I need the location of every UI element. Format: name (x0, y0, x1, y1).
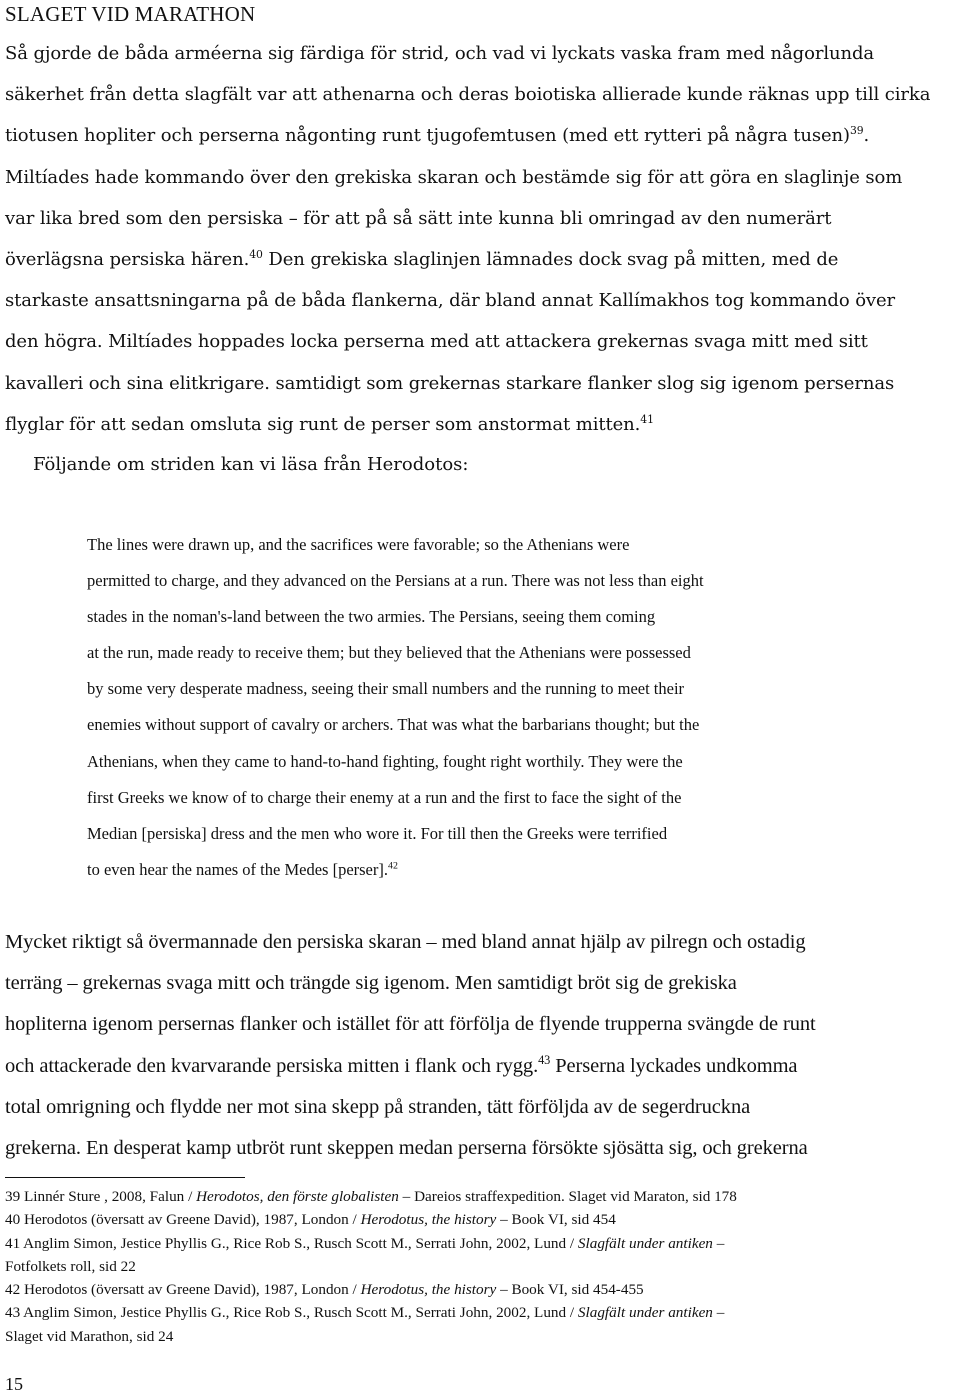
text-line (5, 239, 960, 280)
footnote-text: – (712, 1304, 725, 1322)
text-line: total omrigning och flydde ner mot sina skepp på stranden, tätt förföljda av de segerdruckna (5, 1095, 751, 1118)
footnote-text: – Dareios straffexpedition. Slaget vid Maraton, sid 178 (398, 1188, 737, 1205)
text-line: säkerhet från detta slagfält var att athenarna och deras boiotiska allierade kunde räknas upp till cirka (5, 84, 931, 106)
footnote-43-continued: Slaget vid Marathon, sid 24 (5, 1327, 174, 1345)
quote-line (87, 852, 907, 888)
text-line (5, 1046, 960, 1087)
text-line: Mycket riktigt så övermannade den persiska skaran – med bland annat hjälp av pilregn och ostadig (5, 931, 806, 953)
text-line (5, 404, 960, 445)
footnote-41-continued: Fotfolkets roll, sid 22 (5, 1257, 136, 1275)
footnote-41 (5, 1232, 960, 1255)
text-segment: Den grekiska slaglinjen lämnades dock svag på mitten, med de (262, 249, 839, 271)
text-line: den högra. Miltíades hoppades locka perserna med att attackera grekernas svaga mitt med sitt (5, 331, 868, 353)
section-heading: SLAGET VID MARATHON (5, 2, 256, 26)
text-line: Miltíades hade kommando över den grekiska skaran och bestämde sig för att göra en slaglinje som (5, 166, 903, 188)
text-segment: flyglar för att sedan omsluta sig runt de perser som anstormat mitten. (5, 413, 641, 435)
text-line (5, 115, 960, 156)
footnote-ref-40[interactable]: 40 (249, 248, 263, 262)
text-line: kavalleri och sina elitkrigare. samtidigt som grekernas starkare flanker slog sig igenom persernas (5, 372, 895, 394)
footnote-text: 43 Anglim Simon, Jestice Phyllis G., Rice Rob S., Rusch Scott M., Serrati John, 2002, Lund / (5, 1304, 578, 1322)
quote-line: at the run, made ready to receive them; but they believed that the Athenians were possessed (87, 643, 691, 663)
quote-line: first Greeks we know of to charge their enemy at a run and the first to face the sight of the (87, 787, 682, 807)
text-line: grekerna. En desperat kamp utbröt runt skeppen medan perserna försökte sjösätta sig, och grekerna (5, 1137, 808, 1160)
footnote-ref-42[interactable]: 42 (388, 860, 398, 872)
footnote-title: Herodotus, the history (360, 1211, 497, 1229)
footnote-text: – Book VI, sid 454 (496, 1211, 616, 1229)
footnote-43 (5, 1301, 960, 1324)
text-segment: tiotusen hopliter och perserna någonting runt tjugofemtusen (med ett rytteri på några tusen) (5, 125, 850, 147)
text-line: Så gjorde de båda arméerna sig färdiga för strid, och vad vi lyckats vaska fram med någorlunda (5, 43, 875, 64)
quote-lead-in: Följande om striden kan vi läsa från Herodotos: (33, 454, 469, 475)
quote-line: Athenians, when they came to hand-to-hand fighting, fought right worthily. They were the (87, 751, 683, 771)
text-line: terräng – grekernas svaga mitt och trängde sig igenom. Men samtidigt bröt sig de grekiska (5, 972, 737, 995)
body-paragraph-2 (5, 922, 960, 1169)
body-paragraph-1 (5, 33, 960, 445)
text-segment: och attackerade den kvarvarande persiska mitten i flank och rygg. (5, 1054, 539, 1077)
footnote-42 (5, 1278, 960, 1301)
footnote-ref-43[interactable]: 43 (538, 1052, 551, 1067)
page-number: 15 (5, 1374, 23, 1394)
quote-line: permitted to charge, and they advanced on the Persians at a run. There was not less than eight (87, 571, 704, 591)
text-segment: överlägsna persiska hären. (5, 249, 250, 271)
quote-line: stades in the noman's-land between the two armies. The Persians, seeing them coming (87, 607, 656, 627)
footnote-40 (5, 1208, 960, 1231)
text-segment: Perserna lyckades undkomma (550, 1054, 798, 1077)
footnote-39 (5, 1185, 960, 1208)
footnotes (5, 1185, 960, 1348)
footnote-text: – (712, 1234, 725, 1252)
text-line: starkaste ansattsningarna på de båda flankerna, där bland annat Kallímakhos tog kommando över (5, 290, 896, 312)
text-segment: . (863, 125, 870, 147)
footnote-text: 42 Herodotos (översatt av Greene David), 1987, London / (5, 1281, 361, 1299)
footnote-text: 41 Anglim Simon, Jestice Phyllis G., Rice Rob S., Rusch Scott M., Serrati John, 2002, Lund / (5, 1234, 578, 1252)
footnote-title: Herodotus, the history (360, 1281, 497, 1299)
quote-line: The lines were drawn up, and the sacrifices were favorable; so the Athenians were (87, 535, 630, 554)
footnote-ref-41[interactable]: 41 (640, 412, 654, 426)
block-quote (87, 527, 907, 888)
quote-line: by some very desperate madness, seeing their small numbers and the running to meet their (87, 679, 685, 699)
quote-line: enemies without support of cavalry or archers. That was what the barbarians thought; but the (87, 715, 700, 735)
footnote-title: Slagfält under antiken (577, 1304, 713, 1322)
footnote-title: Herodotos, den förste globalisten (196, 1188, 399, 1205)
footnote-text: 39 Linnér Sture , 2008, Falun / (5, 1188, 197, 1205)
footnote-divider (5, 1177, 245, 1178)
footnote-ref-39[interactable]: 39 (849, 124, 864, 138)
footnote-text: 40 Herodotos (översatt av Greene David), 1987, London / (5, 1211, 361, 1229)
text-line: hopliterna igenom persernas flanker och istället för att förfölja de flyende trupperna svängde de runt (5, 1013, 816, 1036)
text-segment: to even hear the names of the Medes [perser]. (87, 859, 388, 879)
quote-line: Median [persiska] dress and the men who wore it. For till then the Greeks were terrified (87, 823, 668, 843)
footnote-title: Slagfält under antiken (577, 1234, 713, 1252)
text-line: var lika bred som den persiska – för att på så sätt inte kunna bli omringad av den numerärt (5, 207, 832, 229)
footnote-text: – Book VI, sid 454-455 (496, 1281, 644, 1299)
